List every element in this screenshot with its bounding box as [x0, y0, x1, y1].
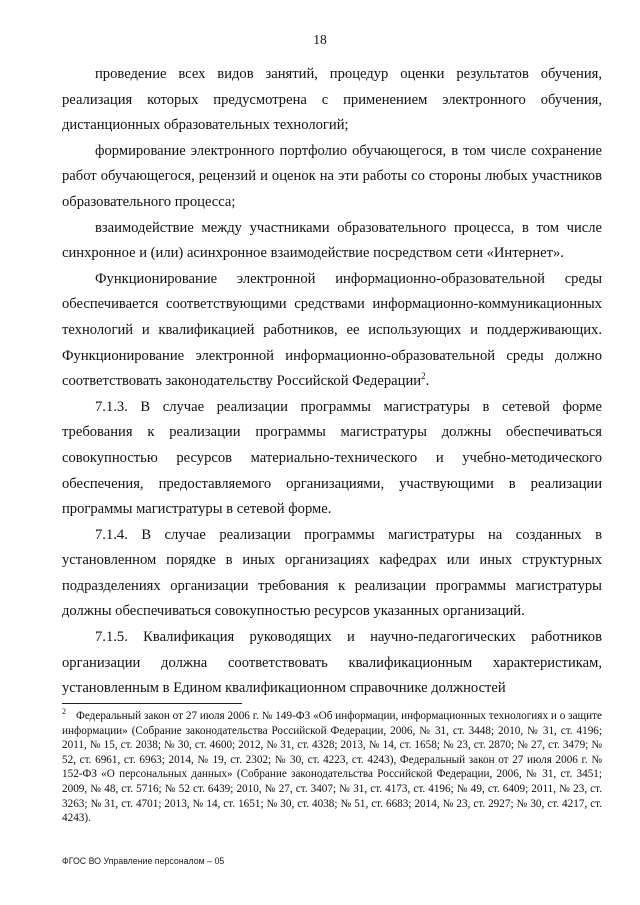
paragraph: проведение всех видов занятий, процедур оценки результатов обучения, реализация которых предусмотрена с применением электронного обучения, дистанционных образовательных технологий; — [62, 66, 602, 134]
footnote-text: Федеральный закон от 27 июля 2006 г. № 149-ФЗ «Об информации, информационных технологиях и о защите информации» (Собрание законодательства Российской Федерации, 2006, № 31, ст. 3448; 2010, № 31, ст. 4196; 2011, № 15, ст. 2038; № 30, ст. 4600; 2012, № 31, ст. 4328; 2013, № 14, ст. 1658; № 23, ст. 2870; № 27, ст. 3479; № 52, ст. 6961, ст. 6963; 2014, № 19, ст. 2302; № 30, ст. 4223, ст. 4243), Федеральный закон от 27 июля 2006 г. № 152-ФЗ «О персональных данных» (Собрание законодательства Российской Федерации, 2006, № 31, ст. 3451; 2009, № 48, ст. 5716; № 52 ст. 6439; 2010, № 27, ст. 3407; № 31, ст. 4173, ст. 4196; № 49, ст. 6409; 2011, № 23, ст. 3263; № 31, ст. 4701; 2013, № 14, ст. 1651; № 30, ст. 4038; № 51, ст. 6683; 2014, № 23, ст. 2927; № 30, ст. 4217, ст. 4243). — [62, 710, 602, 825]
paragraph — [62, 267, 602, 395]
paragraph: взаимодействие между участниками образовательного процесса, в том числе синхронное и (или) асинхронное взаимодействие посредством сети «Интернет». — [62, 219, 602, 262]
paragraph-end: . — [425, 373, 430, 390]
paragraph: формирование электронного портфолио обучающегося, в том числе сохранение работ обучающегося, рецензий и оценок на эти работы со стороны любых участников образовательного процесса; — [62, 142, 602, 210]
footnote-text-block — [62, 709, 602, 826]
footnote-divider — [62, 703, 242, 704]
paragraph-text: Функционирование электронной информационно-образовательной среды обеспечивается соответствующими средствами информационно-коммуникационных технологий и квалификацией работников, ее использующих и поддерживающих. Функционирование электронной информационно-образовательной среды должно соответствовать законодательству Российской Федерации — [62, 270, 602, 390]
paragraph: 7.1.3. В случае реализации программы магистратуры в сетевой форме требования к реализации программы магистратуры должны обеспечиваться совокупностью ресурсов материально-технического и учебно-методического обеспечения, предоставляемого организациями, участвующими в реализации программы магистратуры в сетевой форме. — [62, 398, 602, 518]
footnote-marker: 2 — [62, 707, 66, 717]
paragraph: 7.1.4. В случае реализации программы магистратуры на созданных в установленном порядке в иных организациях кафедрах или иных структурных подразделениях организации требования к реализации программы магистратуры должны обеспечиваться совокупностью ресурсов указанных организаций. — [62, 526, 602, 620]
footnote-reference[interactable]: 2 — [421, 371, 426, 382]
page-footer: ФГОС ВО Управление персоналом – 05 — [62, 856, 225, 866]
footnote — [62, 709, 602, 826]
paragraph: 7.1.5. Квалификация руководящих и научно-педагогических работников организации должна соответствовать квалификационным характеристикам, установленным в Едином квалификационном справочнике должностей — [62, 629, 602, 697]
body-text — [62, 62, 602, 702]
page-number: 18 — [313, 32, 327, 47]
